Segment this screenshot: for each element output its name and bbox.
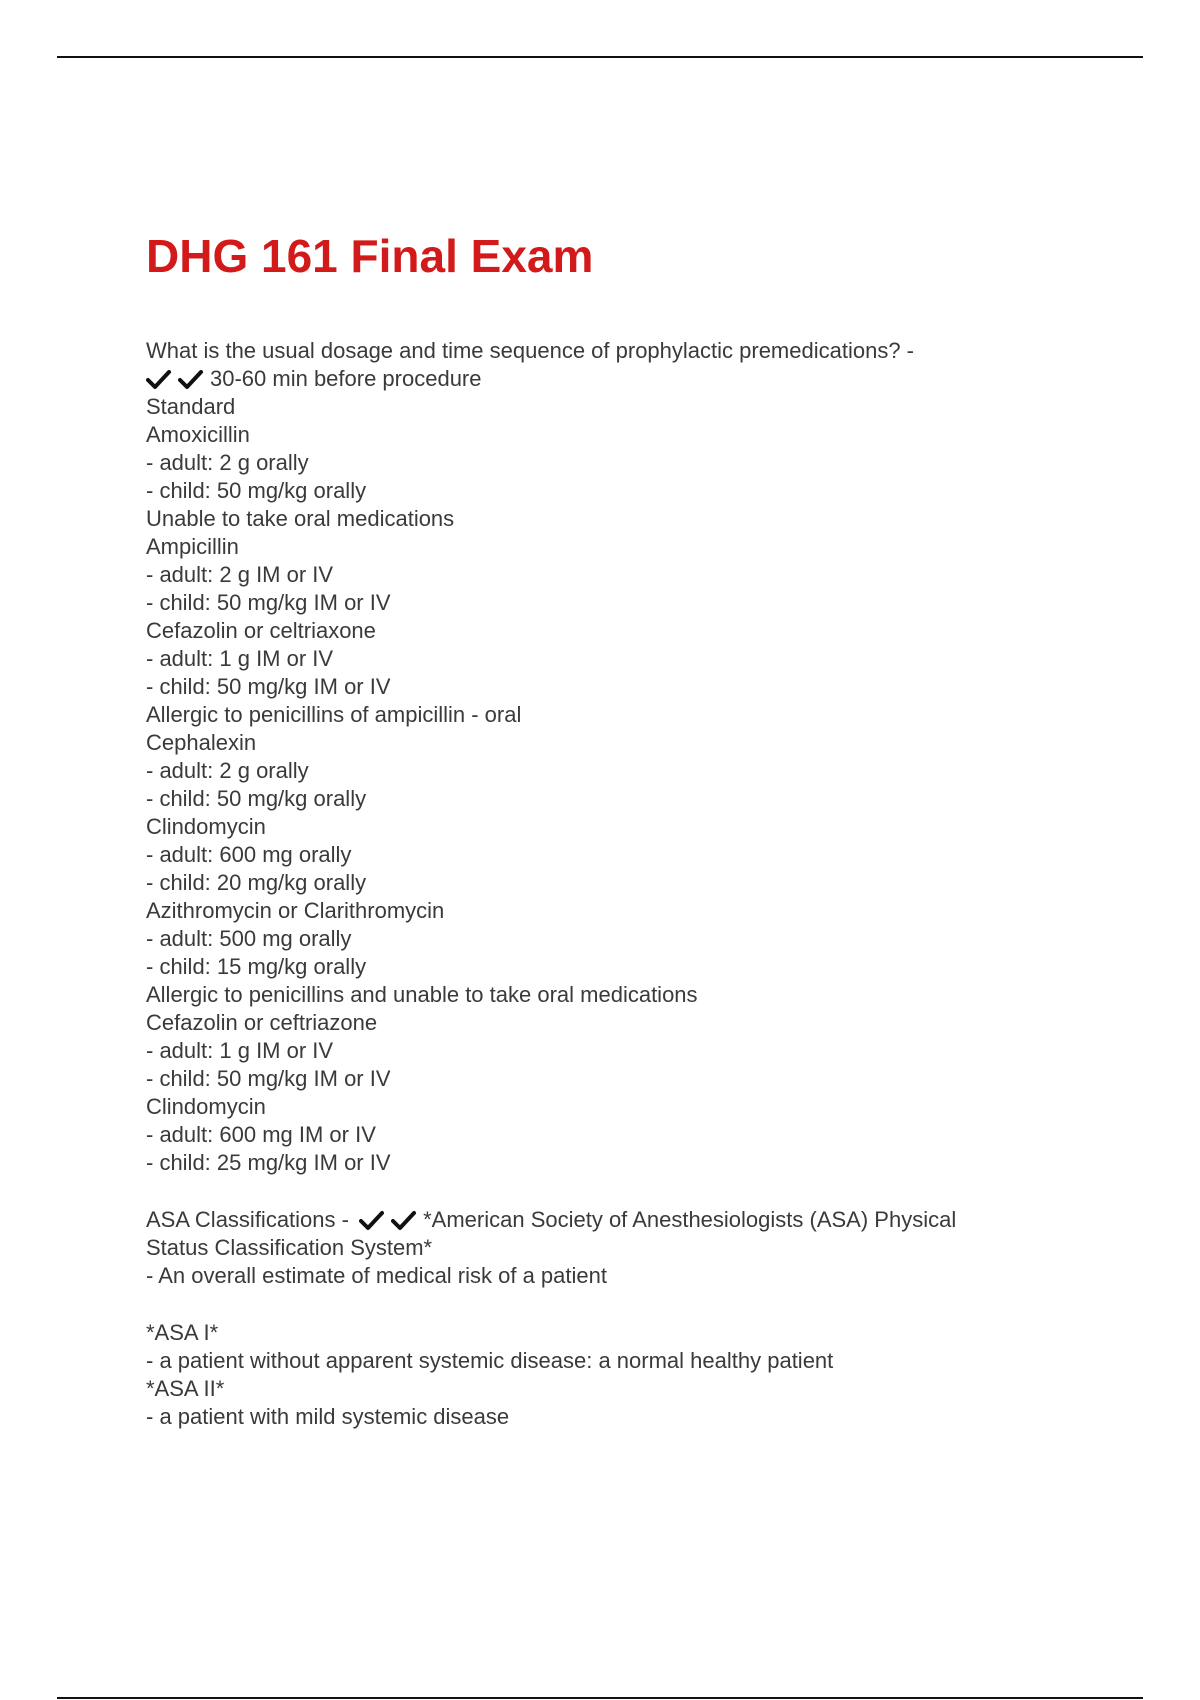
answer-line: Standard [146, 394, 236, 419]
answer-line: - child: 50 mg/kg orally [146, 478, 367, 503]
answer-line: Unable to take oral medications [146, 506, 455, 531]
document-body [146, 337, 1106, 1460]
answer-line: - adult: 2 g orally [146, 450, 309, 475]
document-title: DHG 161 Final Exam [146, 230, 594, 282]
answer-lines [146, 1319, 1106, 1431]
check-icon [146, 365, 172, 393]
question-text: What is the usual dosage and time sequence of prophylactic premedications? - [146, 338, 914, 363]
answer-line: Clindomycin [146, 814, 266, 839]
answer-line: - a patient with mild systemic disease [146, 1404, 510, 1429]
answer-lines [146, 1234, 1106, 1290]
qa-block-asa [146, 1206, 1106, 1290]
answer-line: - adult: 2 g orally [146, 758, 309, 783]
answer-line: Status Classification System* [146, 1235, 433, 1260]
answer-line: - child: 15 mg/kg orally [146, 954, 367, 979]
answer-line: - child: 50 mg/kg IM or IV [146, 1066, 391, 1091]
answer-lead-line [146, 365, 1106, 393]
answer-line: *ASA II* [146, 1376, 225, 1401]
answer-line: Allergic to penicillins of ampicillin - oral [146, 702, 522, 727]
answer-line: - adult: 500 mg orally [146, 926, 352, 951]
answer-line: - An overall estimate of medical risk of a patient [146, 1263, 607, 1288]
answer-line: - child: 50 mg/kg orally [146, 786, 367, 811]
answer-line: Clindomycin [146, 1094, 266, 1119]
answer-line: - child: 50 mg/kg IM or IV [146, 674, 391, 699]
footer-rule [57, 1697, 1143, 1699]
answer-lines [146, 393, 1106, 1177]
answer-line: Azithromycin or Clarithromycin [146, 898, 445, 923]
answer-line: - child: 20 mg/kg orally [146, 870, 367, 895]
answer-line: - child: 25 mg/kg IM or IV [146, 1150, 391, 1175]
answer-line: - adult: 600 mg IM or IV [146, 1122, 376, 1147]
check-icon [359, 1206, 385, 1234]
answer-line: - a patient without apparent systemic disease: a normal healthy patient [146, 1348, 834, 1373]
answer-line: Cefazolin or ceftriazone [146, 1010, 378, 1035]
qa-block-asa-classes [146, 1319, 1106, 1431]
header-rule [57, 56, 1143, 58]
answer-line: - adult: 1 g IM or IV [146, 646, 334, 671]
answer-line: *ASA I* [146, 1320, 219, 1345]
answer-line: Ampicillin [146, 534, 239, 559]
answer-line: - child: 50 mg/kg IM or IV [146, 590, 391, 615]
answer-line: Cephalexin [146, 730, 257, 755]
answer-line: - adult: 600 mg orally [146, 842, 352, 867]
answer-line: Amoxicillin [146, 422, 250, 447]
qa-block-prophylaxis [146, 337, 1106, 1177]
question-line [146, 1206, 1106, 1234]
check-icon [178, 365, 204, 393]
answer-line: - adult: 1 g IM or IV [146, 1038, 334, 1063]
question-text: ASA Classifications - [146, 1207, 349, 1232]
answer-line: Allergic to penicillins and unable to take oral medications [146, 982, 698, 1007]
answer-line: Cefazolin or celtriaxone [146, 618, 376, 643]
answer-lead: 30-60 min before procedure [210, 366, 482, 391]
answer-line: - adult: 2 g IM or IV [146, 562, 334, 587]
check-icon [391, 1206, 417, 1234]
answer-lead: *American Society of Anesthesiologists (ASA) Physical [423, 1207, 957, 1232]
